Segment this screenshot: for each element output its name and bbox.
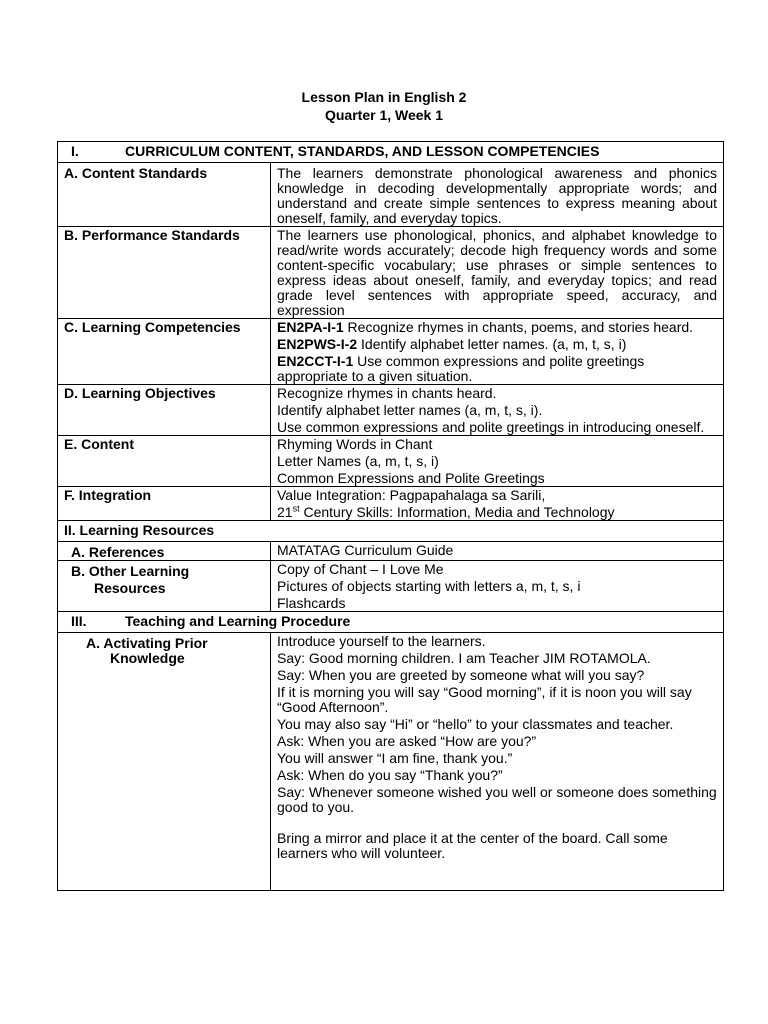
content-row — [58, 436, 724, 487]
competency-item — [277, 337, 717, 352]
performance-standards-row — [58, 227, 724, 319]
procedure-line: If it is morning you will say “Good morning”, if it is noon you will say “Good Afternoon”. — [277, 684, 692, 715]
procedure-line: Say: Whenever someone wished you well or someone does something good to you. — [277, 784, 717, 815]
title-line-1: Lesson Plan in English 2 — [301, 89, 467, 105]
objective-item: Recognize rhymes in chants heard. — [277, 385, 497, 401]
integration-rest: Century Skills: Information, Media and Technology — [299, 504, 615, 520]
section-2-title: II. Learning Resources — [58, 521, 724, 542]
references-value: MATATAG Curriculum Guide — [271, 542, 724, 561]
integration-number: 21 — [277, 504, 293, 520]
other-resources-label-line-1: B. Other Learning — [71, 563, 190, 579]
competency-code: EN2PA-I-1 — [277, 319, 344, 335]
section-2-header — [58, 521, 724, 542]
content-standards-value: The learners demonstrate phonological awareness and phonics knowledge in decoding developmentally appropriate words; and understand and create simple sentences to express meaning about oneself, family, and everyday topics. — [271, 163, 724, 227]
spacer — [277, 817, 717, 831]
learning-competencies-value — [271, 319, 724, 385]
content-standards-label: A. Content Standards — [58, 163, 271, 227]
resource-item: Flashcards — [277, 595, 346, 611]
competency-code: EN2PWS-I-2 — [277, 336, 358, 352]
procedure-line: You may also say “Hi” or “hello” to your classmates and teacher. — [277, 716, 674, 732]
learning-objectives-label: D. Learning Objectives — [58, 385, 271, 436]
content-label: E. Content — [58, 436, 271, 487]
competency-item — [277, 354, 717, 384]
activating-label-line-1: A. Activating Prior — [86, 635, 208, 651]
resource-item: Pictures of objects starting with letters a, m, t, s, i — [277, 578, 581, 594]
competency-code: EN2CCT-I-1 — [277, 353, 354, 369]
references-row — [58, 542, 724, 561]
content-item: Rhyming Words in Chant — [277, 436, 433, 452]
procedure-final-line: Bring a mirror and place it at the center of the board. Call some learners who will volunteer. — [277, 830, 668, 861]
content-value — [271, 436, 724, 487]
performance-standards-label: B. Performance Standards — [58, 227, 271, 319]
competency-text: Use common expressions and polite greetings appropriate to a given situation. — [277, 353, 645, 384]
other-resources-label-line-2: Resources — [94, 580, 166, 596]
activating-prior-knowledge-value — [271, 633, 724, 891]
procedure-line: Say: When you are greeted by someone what will you say? — [277, 667, 645, 683]
procedure-line: Ask: When you are asked “How are you?” — [277, 733, 537, 749]
integration-superscript: st — [292, 503, 300, 514]
learning-objectives-value — [271, 385, 724, 436]
content-standards-row — [58, 163, 724, 227]
procedure-line: You will answer “I am fine, thank you.” — [277, 750, 513, 766]
resource-item: Copy of Chant – I Love Me — [277, 561, 444, 577]
references-label: A. References — [58, 542, 271, 561]
learning-competencies-row — [58, 319, 724, 385]
other-resources-label — [58, 561, 271, 612]
learning-objectives-row — [58, 385, 724, 436]
section-1-header — [58, 142, 724, 163]
procedure-line: Say: Good morning children. I am Teacher JIM ROTAMOLA. — [277, 650, 651, 666]
title-line-2: Quarter 1, Week 1 — [324, 107, 444, 123]
integration-value — [271, 487, 724, 521]
section-3-number: III. — [71, 613, 87, 629]
integration-line-1: Value Integration: Pagpapahalaga sa Sarili, — [277, 487, 546, 503]
section-3-header — [58, 612, 724, 633]
activating-prior-knowledge-label — [58, 633, 271, 891]
procedure-line: Ask: When do you say “Thank you?” — [277, 767, 503, 783]
performance-standards-value: The learners use phonological, phonics, and alphabet knowledge to read/write words accurately; decode high frequency words and some content-specific vocabulary; use phrases or simple sentences to express ideas about oneself, family, and everyday topics; and read grade level sentences with appropriate speed, accuracy, and expression — [271, 227, 724, 319]
objective-item: Use common expressions and polite greetings in introducing oneself. — [277, 419, 705, 435]
integration-line-2 — [277, 505, 717, 520]
activating-prior-knowledge-row — [58, 633, 724, 891]
content-item: Letter Names (a, m, t, s, i) — [277, 453, 439, 469]
document-title — [0, 88, 768, 124]
learning-competencies-label: C. Learning Competencies — [58, 319, 271, 385]
content-item: Common Expressions and Polite Greetings — [277, 470, 545, 486]
objective-item: Identify alphabet letter names (a, m, t, s, i). — [277, 402, 543, 418]
competency-text: Recognize rhymes in chants, poems, and stories heard. — [343, 319, 694, 335]
section-1-title: CURRICULUM CONTENT, STANDARDS, AND LESSON COMPETENCIES — [125, 143, 600, 159]
procedure-line: Introduce yourself to the learners. — [277, 633, 486, 649]
section-3-title: Teaching and Learning Procedure — [125, 613, 351, 629]
section-1-number: I. — [71, 143, 79, 159]
competency-text: Identify alphabet letter names. (a, m, t, s, i) — [357, 336, 627, 352]
competency-item — [277, 320, 717, 335]
activating-label-line-2: Knowledge — [110, 650, 185, 666]
other-resources-row — [58, 561, 724, 612]
integration-label: F. Integration — [58, 487, 271, 521]
lesson-plan-table — [57, 141, 724, 891]
integration-row — [58, 487, 724, 521]
other-resources-value — [271, 561, 724, 612]
